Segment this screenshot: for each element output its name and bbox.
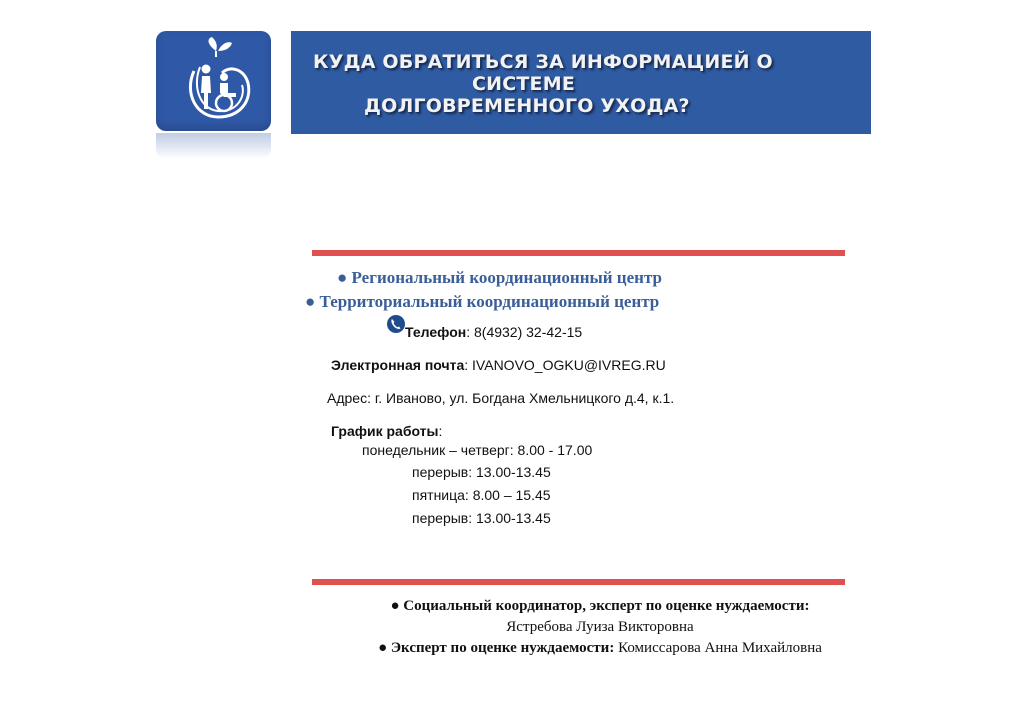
phone-value: : 8(4932) 32-42-15: [466, 324, 583, 340]
title-banner: [291, 31, 871, 134]
divider-bottom: [312, 579, 845, 585]
staff-block: [300, 596, 900, 659]
schedule-line: перерыв: 13.00-13.45: [412, 464, 551, 480]
logo-reflection: [156, 133, 271, 159]
schedule-heading: [331, 422, 442, 440]
email-value: : IVANOVO_OGKU@IVREG.RU: [464, 357, 666, 373]
center-item-regional: ● Региональный координационный центр: [337, 268, 662, 287]
center-item-territorial: ● Территориальный координационный центр: [305, 292, 660, 311]
staff-role-expert: ● Эксперт по оценке нуждаемости:: [378, 640, 615, 656]
schedule-colon: :: [438, 423, 443, 439]
title-line: ДОЛГОВРЕМЕННОГО УХОДА?: [364, 95, 690, 117]
staff-name-expert: Комиссарова Анна Михайловна: [614, 640, 822, 656]
staff-expert-row: [300, 638, 900, 659]
page-title: [291, 51, 871, 117]
schedule-line: перерыв: 13.00-13.45: [412, 510, 551, 526]
divider-top: [312, 250, 845, 256]
phone-row: [405, 323, 582, 341]
email-label: Электронная почта: [331, 357, 465, 373]
staff-role-coordinator: ● Социальный координатор, эксперт по оценке нуждаемости:: [390, 598, 810, 614]
title-line: КУДА ОБРАТИТЬСЯ ЗА ИНФОРМАЦИЕЙ О: [313, 51, 773, 73]
email-row: [331, 356, 666, 374]
phone-label: Телефон: [405, 324, 467, 340]
centers-list: [305, 266, 865, 314]
title-line: СИСТЕМЕ: [472, 73, 576, 95]
schedule-line: пятница: 8.00 – 15.45: [412, 487, 551, 503]
schedule-label: График работы: [331, 423, 439, 439]
staff-name-coordinator: Ястребова Луиза Викторовна: [506, 619, 694, 635]
care-logo-icon: [156, 31, 271, 131]
phone-icon: [387, 315, 405, 333]
schedule-line: понедельник – четверг: 8.00 - 17.00: [362, 442, 593, 458]
address-row: Адрес: г. Иваново, ул. Богдана Хмельницкого д.4, к.1.: [327, 390, 675, 406]
